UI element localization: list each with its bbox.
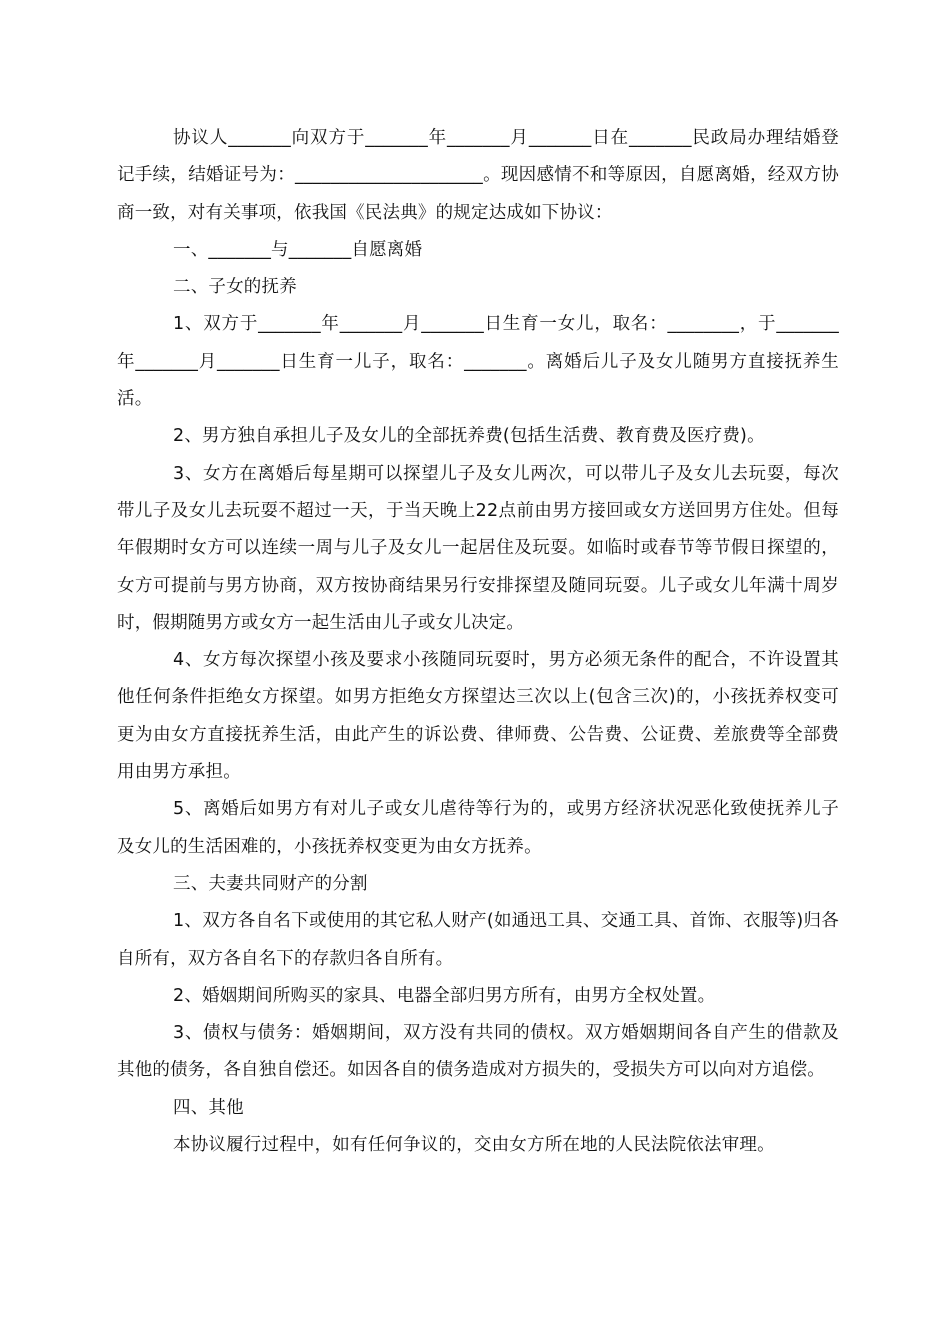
section-4-heading: 四、其他 [173, 1097, 244, 1118]
clause-2-2: 2、男方独自承担儿子及女儿的全部抚养费(包括生活费、教育费及医疗费)。 [173, 426, 765, 447]
section-2-heading: 二、子女的抚养 [173, 277, 297, 298]
clause-3-2: 2、婚姻期间所购买的家具、电器全部归男方所有，由男方全权处置。 [173, 985, 716, 1006]
clause-2-5: 5、离婚后如男方有对儿子或女儿虐待等行为的，或男方经济状况恶化致使抚养儿子及女儿的生活困难的，小孩抚养权变更为由女方抚养。 [117, 799, 839, 857]
clause-3-1: 1、双方各自名下或使用的其它私人财产(如通迅工具、交通工具、首饰、衣服等)归各自所有，双方各自名下的存款归各自所有。 [117, 911, 839, 969]
document-body [117, 120, 839, 1164]
clause-3-3: 3、债权与债务：婚姻期间，双方没有共同的债权。双方婚姻期间各自产生的借款及其他的债务，各自独自偿还。如因各自的债务造成对方损失的，受损失方可以向对方追偿。 [117, 1023, 839, 1081]
clause-2-3: 3、女方在离婚后每星期可以探望儿子及女儿两次，可以带儿子及女儿去玩耍，每次带儿子及女儿去玩耍不超过一天，于当天晚上22点前由男方接回或女方送回男方住处。但每年假期时女方可以连续一周与儿子及女儿一起居住及玩耍。如临时或春节等节假日探望的，女方可提前与男方协商，双方按协商结果另行安排探望及随同玩耍。儿子或女儿年满十周岁时，假期随男方或女方一起生活由儿子或女儿决定。 [117, 463, 839, 633]
clause-2-4: 4、女方每次探望小孩及要求小孩随同玩耍时，男方必须无条件的配合，不许设置其他任何条件拒绝女方探望。如男方拒绝女方探望达三次以上(包含三次)的，小孩抚养权变可更为由女方直接抚养生活，由此产生的诉讼费、律师费、公告费、公证费、差旅费等全部费用由男方承担。 [117, 650, 839, 783]
section-1-heading: 一、_______与_______自愿离婚 [173, 239, 423, 260]
intro-paragraph: 协议人_______向双方于_______年_______月_______日在_______民政局办理结婚登记手续，结婚证号为：_____________________。现因感情不和等原因，自愿离婚，经双方协商一致，对有关事项，依我国《民法典》的规定达成如下协议： [117, 128, 839, 223]
clause-4-1: 本协议履行过程中，如有任何争议的，交由女方所在地的人民法院依法审理。 [173, 1135, 775, 1156]
section-3-heading: 三、夫妻共同财产的分割 [173, 873, 368, 894]
clause-2-1: 1、双方于_______年_______月_______日生育一女儿，取名：________，于_______年_______月_______日生育一儿子，取名：_______。离婚后儿子及女儿随男方直接抚养生活。 [117, 314, 839, 410]
